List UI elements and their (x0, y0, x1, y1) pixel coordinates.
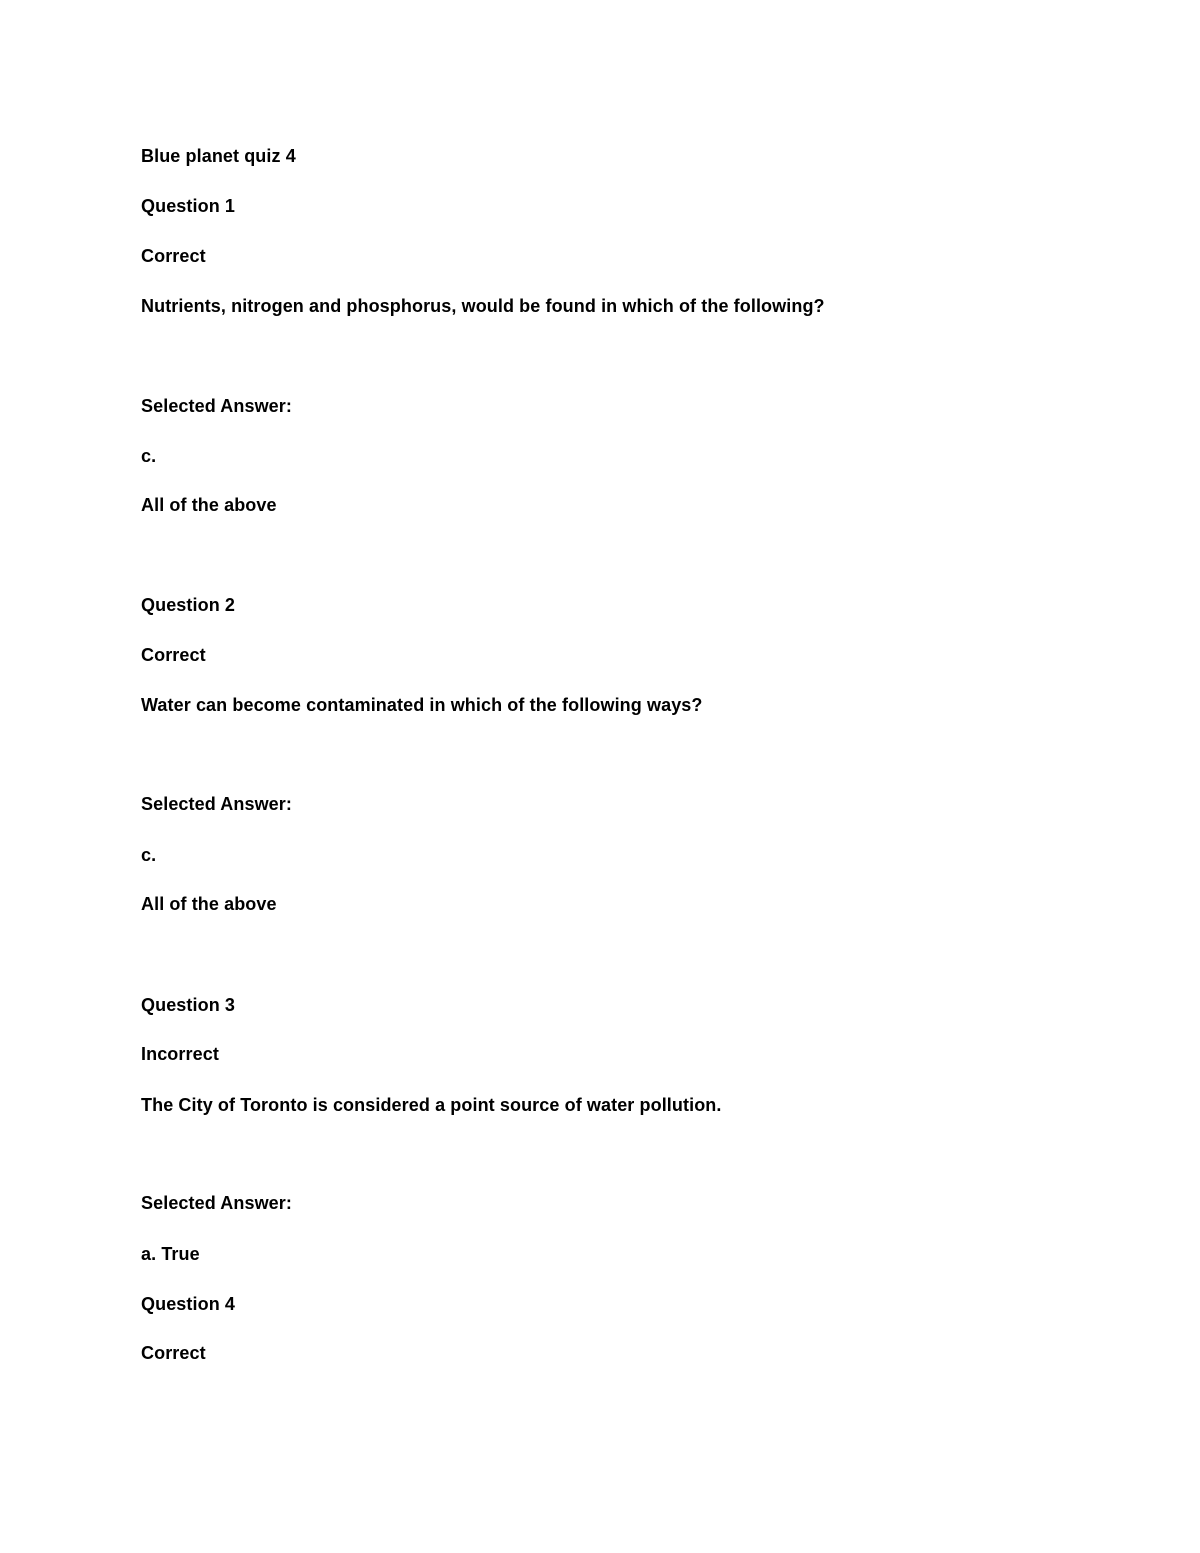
question-4-label: Question 4 (141, 1294, 236, 1314)
question-2-answer-letter: c. (141, 845, 157, 865)
question-2-answer-text: All of the above (141, 894, 277, 914)
question-2-prompt: Water can become contaminated in which of the following ways? (141, 695, 703, 715)
question-2-label: Question 2 (141, 595, 236, 615)
question-4-status: Correct (141, 1343, 206, 1363)
question-1-prompt: Nutrients, nitrogen and phosphorus, would be found in which of the following? (141, 296, 825, 316)
question-1-answer-letter: c. (141, 446, 157, 466)
document-title: Blue planet quiz 4 (141, 146, 296, 166)
question-2-selected-label: Selected Answer: (141, 794, 292, 814)
question-1-selected-label: Selected Answer: (141, 396, 292, 416)
question-1-label: Question 1 (141, 196, 236, 216)
question-2-status: Correct (141, 645, 206, 665)
question-3-label: Question 3 (141, 995, 236, 1015)
question-1-answer-text: All of the above (141, 495, 277, 515)
question-1-status: Correct (141, 246, 206, 266)
question-3-status: Incorrect (141, 1044, 219, 1064)
question-3-prompt: The City of Toronto is considered a point source of water pollution. (141, 1095, 722, 1115)
question-3-selected-label: Selected Answer: (141, 1193, 292, 1213)
question-3-answer-text: a. True (141, 1244, 200, 1264)
